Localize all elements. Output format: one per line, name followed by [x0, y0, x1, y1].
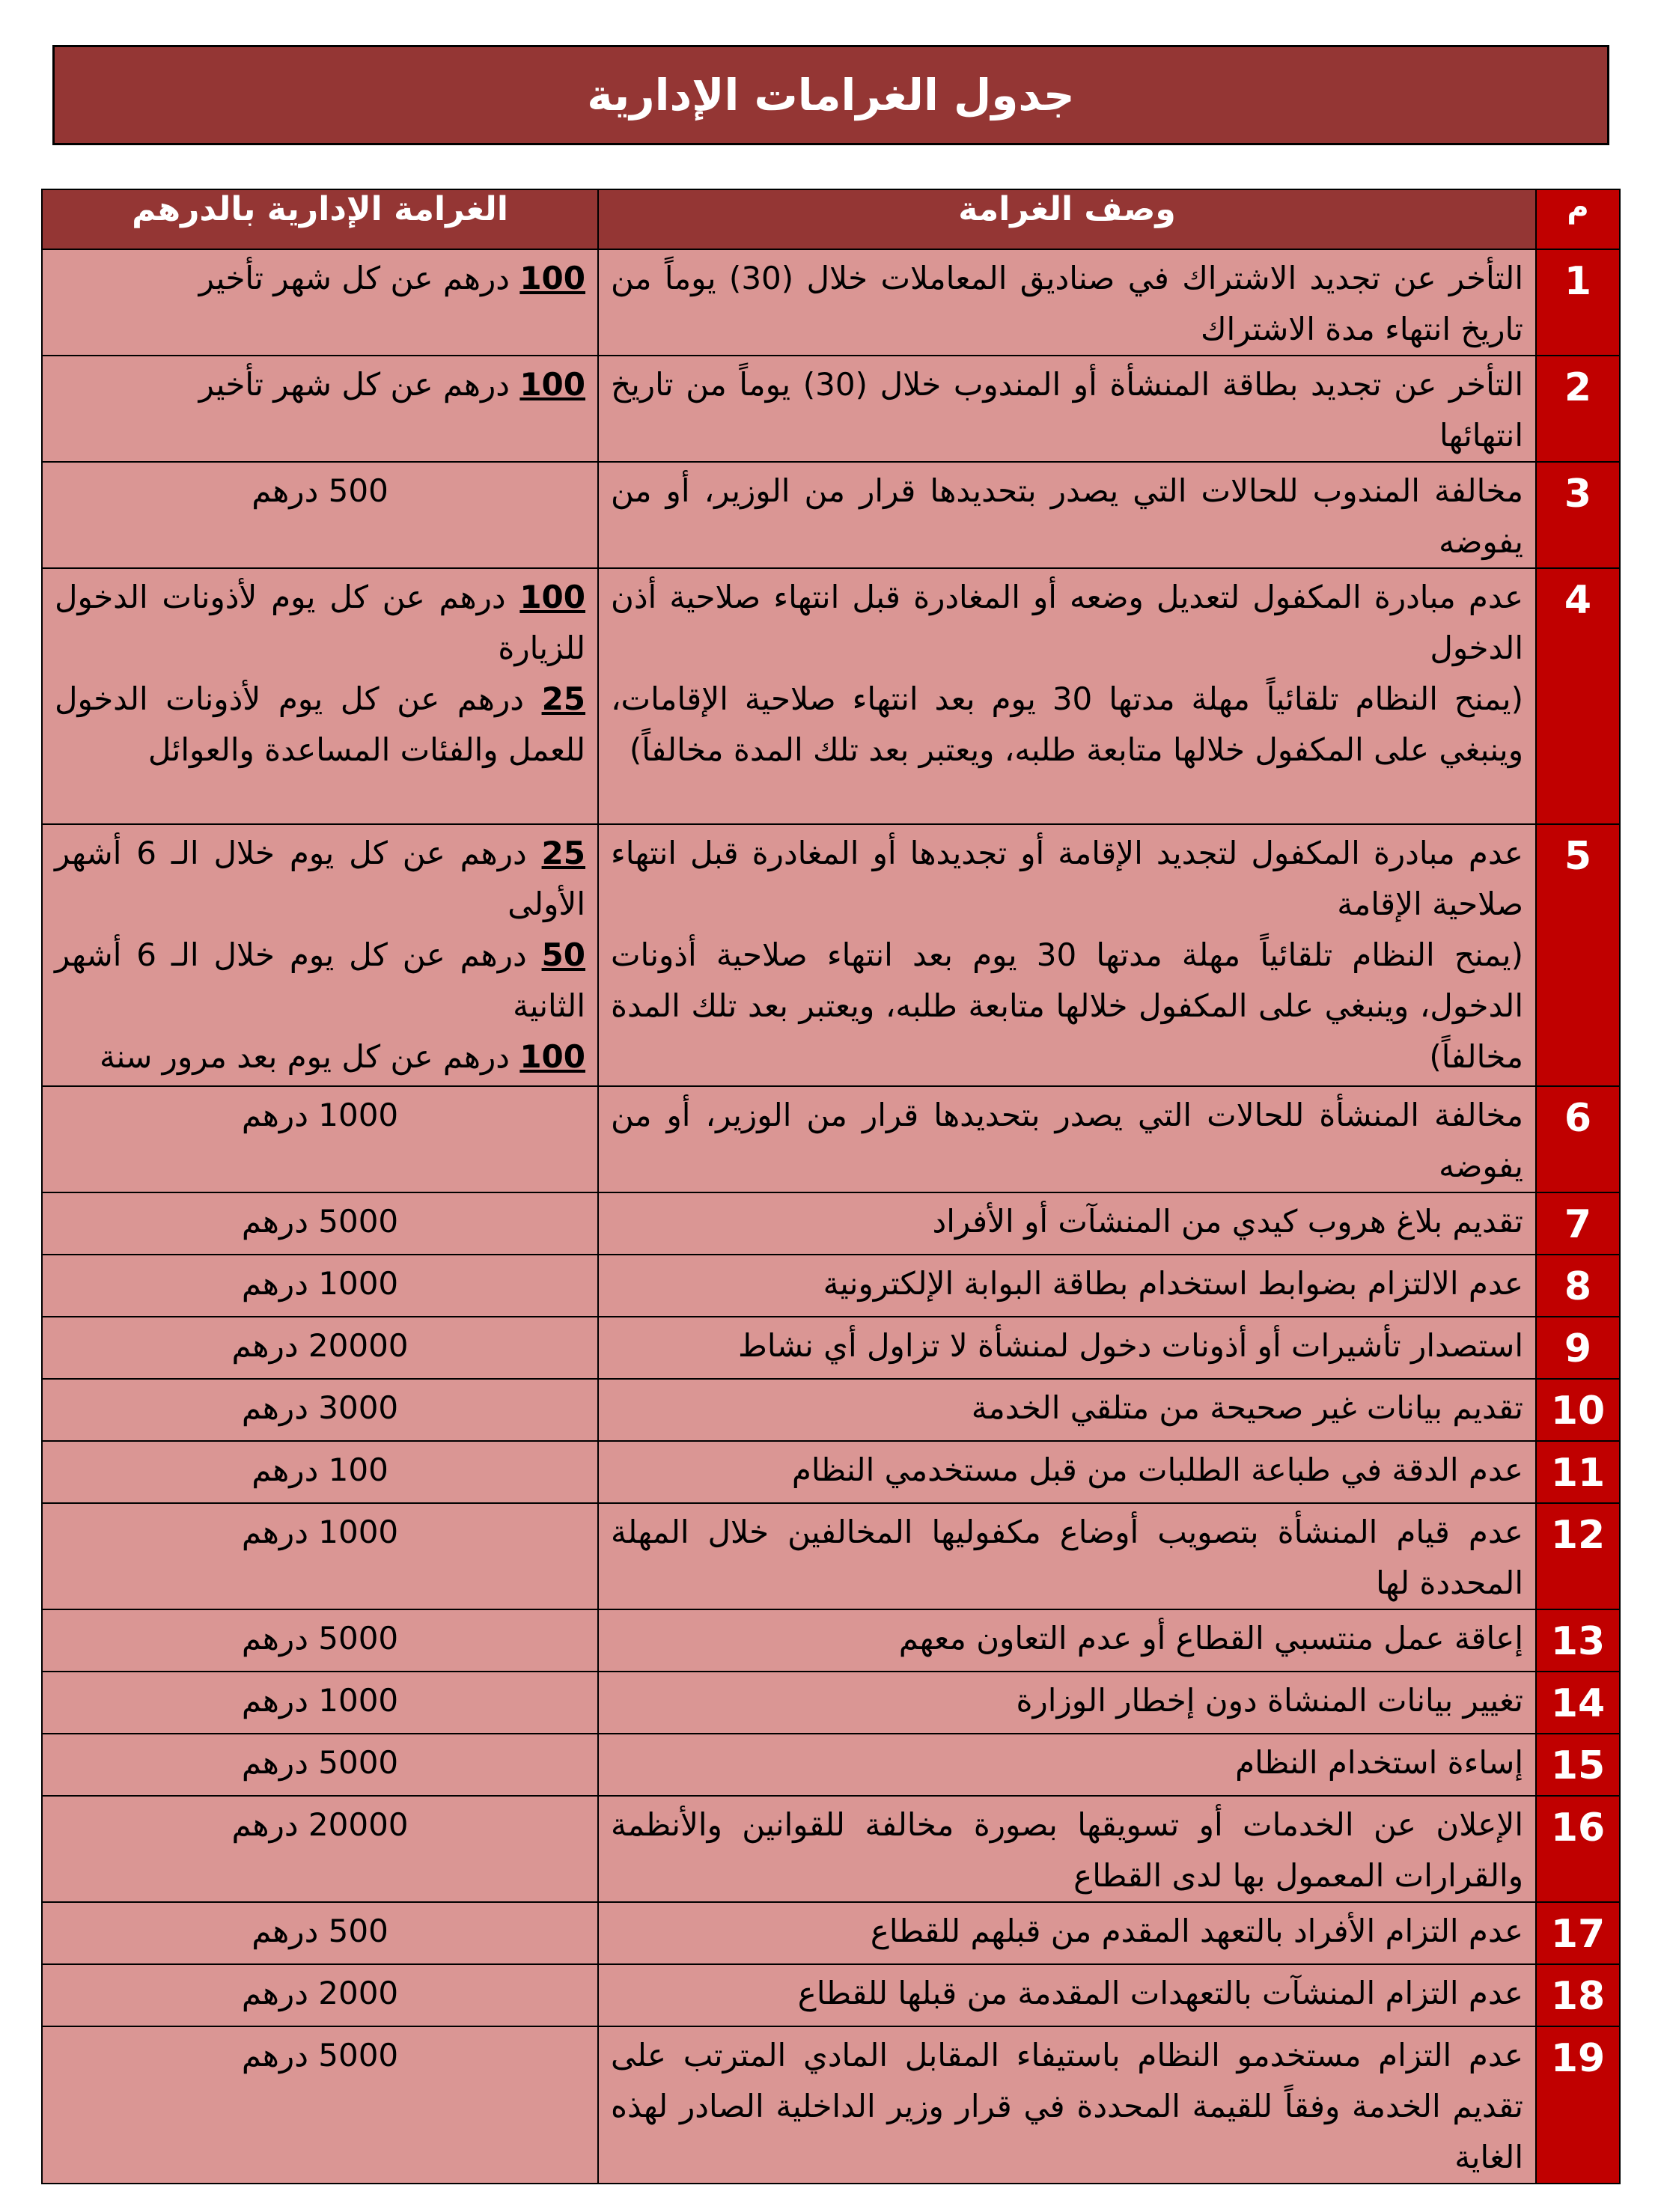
- table-row: [42, 568, 1620, 824]
- table-row: [42, 249, 1620, 356]
- row-description: التأخر عن تجديد بطاقة المنشأة أو المندوب خلال (30) يوماً من تاريخ انتهائها: [598, 356, 1536, 462]
- table-row: [42, 1734, 1620, 1796]
- fine-amount: 25: [541, 835, 585, 871]
- row-description: تغيير بيانات المنشاة دون إخطار الوزارة: [598, 1672, 1536, 1734]
- row-description: عدم التزام مستخدمو النظام باستيفاء المقابل المادي المترتب على تقديم الخدمة وفقاً للقيمة المحددة في قرار وزير الداخلية الصادر لهذه الغاية: [598, 2026, 1536, 2184]
- title-banner: [52, 45, 1609, 145]
- row-fine: 500 درهم: [42, 462, 598, 568]
- table-row: [42, 356, 1620, 462]
- row-description: إساءة استخدام النظام: [598, 1734, 1536, 1796]
- row-fine: 20000 درهم: [42, 1796, 598, 1902]
- fine-line: [55, 1032, 585, 1082]
- row-description: تقديم بلاغ هروب كيدي من المنشآت أو الأفراد: [598, 1192, 1536, 1255]
- row-number: 3: [1536, 462, 1620, 568]
- row-fine: 3000 درهم: [42, 1379, 598, 1441]
- table-row: [42, 462, 1620, 568]
- table-row: [42, 1672, 1620, 1734]
- row-description: عدم قيام المنشأة بتصويب أوضاع مكفوليها المخالفين خلال المهلة المحددة لها: [598, 1503, 1536, 1609]
- table-row: [42, 1609, 1620, 1672]
- row-fine: [42, 249, 598, 356]
- header-desc: وصف الغرامة: [598, 189, 1536, 249]
- fine-line: [55, 828, 585, 930]
- row-description: عدم الالتزام بضوابط استخدام بطاقة البوابة الإلكترونية: [598, 1255, 1536, 1317]
- table-row: [42, 1317, 1620, 1379]
- row-fine: 1000 درهم: [42, 1255, 598, 1317]
- row-description: عدم التزام الأفراد بالتعهد المقدم من قبلهم للقطاع: [598, 1902, 1536, 1964]
- row-fine: 100 درهم: [42, 1441, 598, 1503]
- fine-text: درهم عن كل شهر تأخير: [198, 260, 510, 296]
- row-number: 16: [1536, 1796, 1620, 1902]
- row-description: مخالفة المنشأة للحالات التي يصدر بتحديدها قرار من الوزير، أو من يفوضه: [598, 1086, 1536, 1192]
- table-row: [42, 2026, 1620, 2184]
- row-description: عدم الدقة في طباعة الطلبات من قبل مستخدمي النظام: [598, 1441, 1536, 1503]
- row-fine: 5000 درهم: [42, 1609, 598, 1672]
- table-header-row: [42, 189, 1620, 249]
- row-number: 14: [1536, 1672, 1620, 1734]
- row-number: 1: [1536, 249, 1620, 356]
- row-description: الإعلان عن الخدمات أو تسويقها بصورة مخالفة للقوانين والأنظمة والقرارات المعمول بها لدى القطاع: [598, 1796, 1536, 1902]
- row-number: 15: [1536, 1734, 1620, 1796]
- description-note: (يمنح النظام تلقائياً مهلة مدتها 30 يوم بعد انتهاء صلاحية الإقامات، وينبغي على المكفول خلالها متابعة طلبه، ويعتبر بعد تلك المدة مخالفاً): [611, 680, 1523, 768]
- row-number: 9: [1536, 1317, 1620, 1379]
- row-description: [598, 568, 1536, 824]
- fine-amount: 100: [519, 366, 585, 403]
- fine-text: درهم عن كل يوم بعد مرور سنة: [99, 1038, 510, 1075]
- row-fine: 500 درهم: [42, 1902, 598, 1964]
- row-number: 8: [1536, 1255, 1620, 1317]
- fine-amount: 25: [541, 680, 586, 717]
- row-fine: 2000 درهم: [42, 1964, 598, 2026]
- fine-line: [55, 674, 585, 776]
- table-row: [42, 1441, 1620, 1503]
- row-fine: [42, 824, 598, 1086]
- table-row: [42, 1379, 1620, 1441]
- row-number: 4: [1536, 568, 1620, 824]
- row-description: تقديم بيانات غير صحيحة من متلقي الخدمة: [598, 1379, 1536, 1441]
- row-fine: [42, 356, 598, 462]
- row-description: [598, 824, 1536, 1086]
- fine-amount: 100: [519, 260, 585, 296]
- table-row: [42, 1255, 1620, 1317]
- table-row: [42, 1503, 1620, 1609]
- fine-amount: 100: [519, 579, 585, 615]
- fine-amount: 50: [541, 936, 585, 973]
- fine-line: [55, 572, 585, 674]
- description-main: عدم مبادرة المكفول لتعديل وضعه أو المغادرة قبل انتهاء صلاحية أذن الدخول: [611, 579, 1523, 666]
- row-fine: 20000 درهم: [42, 1317, 598, 1379]
- row-number: 18: [1536, 1964, 1620, 2026]
- row-number: 2: [1536, 356, 1620, 462]
- row-fine: 5000 درهم: [42, 2026, 598, 2184]
- table-row: [42, 1964, 1620, 2026]
- table-row: [42, 1796, 1620, 1902]
- row-fine: 5000 درهم: [42, 1192, 598, 1255]
- header-num: م: [1536, 189, 1620, 249]
- row-number: 10: [1536, 1379, 1620, 1441]
- row-number: 11: [1536, 1441, 1620, 1503]
- header-fine: الغرامة الإدارية بالدرهم: [42, 189, 598, 249]
- table-row: [42, 1902, 1620, 1964]
- table-row: [42, 1086, 1620, 1192]
- fine-text: درهم عن كل يوم خلال الـ 6 أشهر الثانية: [55, 936, 585, 1024]
- row-number: 6: [1536, 1086, 1620, 1192]
- row-fine: 1000 درهم: [42, 1086, 598, 1192]
- row-fine: [42, 568, 598, 824]
- description-note: (يمنح النظام تلقائياً مهلة مدتها 30 يوم بعد انتهاء صلاحية أذونات الدخول، وينبغي على المكفول خلالها متابعة طلبه، ويعتبر بعد تلك المدة مخالفاً): [611, 936, 1523, 1075]
- row-fine: 5000 درهم: [42, 1734, 598, 1796]
- row-number: 13: [1536, 1609, 1620, 1672]
- row-number: 7: [1536, 1192, 1620, 1255]
- fine-text: درهم عن كل يوم خلال الـ 6 أشهر الأولى: [55, 835, 585, 922]
- row-description: التأخر عن تجديد الاشتراك في صناديق المعاملات خلال (30) يوماً من تاريخ انتهاء مدة الاشتراك: [598, 249, 1536, 356]
- fine-amount: 100: [519, 1038, 585, 1075]
- fine-text: درهم عن كل يوم لأذونات الدخول للزيارة: [55, 579, 585, 666]
- row-description: استصدار تأشيرات أو أذونات دخول لمنشأة لا تزاول أي نشاط: [598, 1317, 1536, 1379]
- row-description: مخالفة المندوب للحالات التي يصدر بتحديدها قرار من الوزير، أو من يفوضه: [598, 462, 1536, 568]
- description-main: عدم مبادرة المكفول لتجديد الإقامة أو تجديدها أو المغادرة قبل انتهاء صلاحية الإقامة: [611, 835, 1523, 922]
- fine-text: درهم عن كل يوم لأذونات الدخول للعمل والفئات المساعدة والعوائل: [55, 680, 585, 768]
- row-number: 19: [1536, 2026, 1620, 2184]
- fine-text: درهم عن كل شهر تأخير: [198, 366, 510, 403]
- row-number: 5: [1536, 824, 1620, 1086]
- fine-line: [55, 930, 585, 1032]
- row-number: 17: [1536, 1902, 1620, 1964]
- table-row: [42, 824, 1620, 1086]
- row-description: عدم التزام المنشآت بالتعهدات المقدمة من قبلها للقطاع: [598, 1964, 1536, 2026]
- table-row: [42, 1192, 1620, 1255]
- fines-table: [41, 189, 1621, 2184]
- row-number: 12: [1536, 1503, 1620, 1609]
- page-title: جدول الغرامات الإدارية: [587, 70, 1075, 121]
- row-fine: 1000 درهم: [42, 1503, 598, 1609]
- row-fine: 1000 درهم: [42, 1672, 598, 1734]
- row-description: إعاقة عمل منتسبي القطاع أو عدم التعاون معهم: [598, 1609, 1536, 1672]
